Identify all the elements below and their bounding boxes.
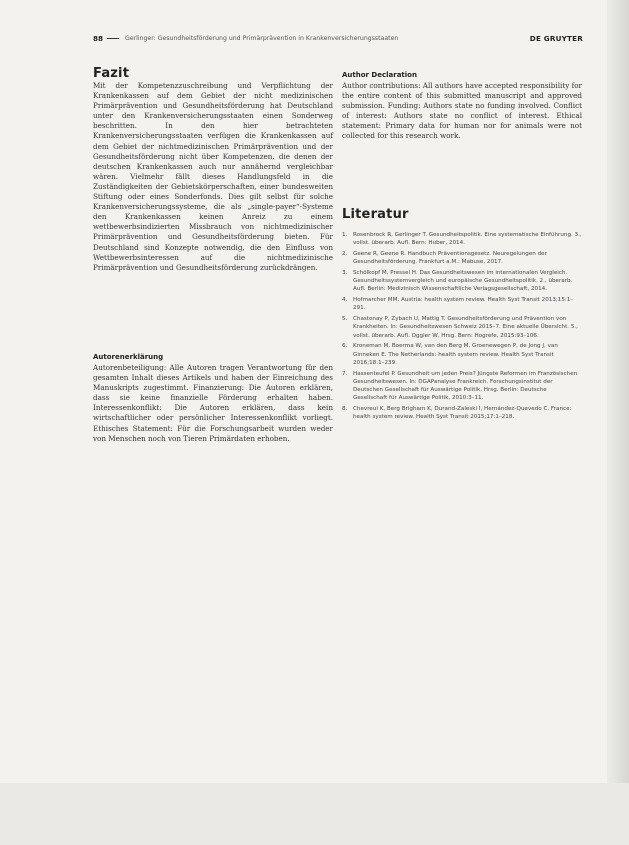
reference-text: Chevreul K, Berg Brigham K, Durand-Zaleski I, Hernández-Quevedo C. France: health system review. Health Syst Transit 2015;17:1–218. [353,406,572,421]
reference-item [342,231,582,247]
running-header [93,34,583,48]
reference-list [342,231,582,424]
reference-text: Kroneman M, Boerma W, van den Berg M, Groenewegen P, de Jong J, van Ginneken E. The Netherlands: health system review. Health Syst Transit 2016;18:1–239. [353,343,558,366]
author-declaration-section [342,71,582,142]
page-number: 88 [93,34,104,43]
reference-item [342,342,582,367]
autorenerklaerung-body: Autorenbeteiligung: Alle Autoren tragen Verantwortung für den gesamten Inhalt dieses Artikels und haben der Einreichung des Manuskripts zugestimmt. Finanzierung: Die Autoren erklären, dass sie keine finanzielle Förderung erhalten haben. Interessenkonflikt: Die Autoren erklären, dass kein wirtschaftlicher oder persönlicher Interessenkonflikt vorliegt. Ethisches Statement: Für die Forschungsarbeit wurden weder von Menschen noch von Tieren Primärdaten erhoben. [93,363,333,443]
reference-item [342,405,582,421]
reference-item [342,296,582,312]
reference-text: Geene R, Geene R. Handbuch Präventionsgesetz. Neuregelungen der Gesundheitsförderung. Frankfurt a.M.: Mabuse, 2017. [353,251,547,266]
reference-number: 3. [342,270,348,276]
reference-text: Schölkopf M, Pressel H. Das Gesundheitswesen im internationalen Vergleich. Gesundheitssystemvergleich und europäische Gesundheitspolitik. 2., überarb. Aufl. Berlin: Medizinisch Wissenschaftliche Verlagsgesellschaft, 2014. [353,270,573,293]
autorenerklaerung-heading: Autorenerklärung [93,353,164,361]
fazit-heading: Fazit [93,66,130,81]
reference-number: 8. [342,406,348,413]
autorenerklaerung-section [93,353,333,444]
reference-item [342,370,582,403]
reference-item [342,269,582,294]
reference-text: Chastonay P, Zybach U, Mattig T. Gesundheitsförderung und Prävention von Krankheiten. In: Gesundheitswesen Schweiz 2015–7. Eine aktuelle Übersicht. 5., vollst. überarb. Aufl. Oggier W, Hrsg. Bern: Hogrefe, 2015:93–106. [353,316,578,339]
reference-number: 4. [342,297,348,304]
page-bottom-margin [0,783,629,845]
right-column [342,71,582,421]
reference-number: 2. [342,251,348,257]
header-dash [107,38,119,39]
reference-text: Hassenteufel P. Gesundheit um jeden Preis? Jüngste Reformen im Französischen Gesundheitswesen. In: DGAPanalyse Frankreich. Forschungsinstitut der Deutschen Gesellschaft für Auswärtige Politik, Hrsg. Berlin: Deutsche Gesellschaft für Auswärtige Politik, 2010:3–11. [353,370,578,402]
running-title: Gerlinger: Gesundheitsförderung und Primärprävention in Krankenversicherungsstaaten [125,35,399,42]
page-edge-shadow [607,0,629,845]
reference-number: 6. [342,343,348,350]
reference-number: 7. [342,370,348,377]
author-declaration-heading: Author Declaration [342,71,417,79]
reference-text: Rosenbrock R, Gerlinger T. Gesundheitspolitik. Eine systematische Einführung. 3., vollst. überarb. Aufl. Bern: Huber, 2014. [353,232,582,247]
publisher-logo: DE GRUYTER [529,34,583,43]
reference-item [342,315,582,340]
author-declaration-body: Author contributions: All authors have accepted responsibility for the entire content of this submitted manuscript and approved submission. Funding: Authors state no funding involved. Conflict of interest: Authors state no conflict of interest. Ethical statement: Primary data for human nor for animals were not collected for this research work. [342,81,582,141]
reference-item [342,250,582,266]
literatur-heading: Literatur [342,207,409,222]
reference-number: 5. [342,316,348,323]
fazit-body: Mit der Kompetenzzuschreibung und Verpflichtung der Krankenkassen auf dem Gebiet der nicht medizinischen Primärprävention und Gesundheitsförderung hat Deutschland unter den Krankenversicherungsstaaten einen Sonderweg beschritten. In den hier betrachteten Krankenversicherungsstaaten verfügen die Krankenkassen auf dem Gebiet der nichtmedizinischen Primärprävention und der Gesundheitsförderung nicht über Kompetenzen, die denen der deutschen Krankenkassen auch nur annähernd vergleichbar wären. Vielmehr fällt dieses Handlungsfeld in die Zuständigkeiten der Gebietskörperschaften, einer bundesweiten Stiftung oder eines Sonderfonds. Dies gilt selbst für solche Krankenversicherungssysteme, die als „single-payer“-Systeme den Krankenkassen keinen Anreiz zu einem wettbewerbsindizierten Missbrauch von nichtmedizinischer Primärprävention und Gesundheitsförderung bieten. Für Deutschland sind Konzepte notwendig, die den Einfluss von Wettbewerbsinteressen auf die nichtmedizinische Primärprävention und Gesundheitsförderung zurückdrängen. [93,81,333,272]
left-column [93,66,333,443]
reference-number: 1. [342,232,348,238]
reference-text: Hofmarcher MM. Austria: health system review. Health Syst Transit 2013;15:1–291. [353,297,574,312]
